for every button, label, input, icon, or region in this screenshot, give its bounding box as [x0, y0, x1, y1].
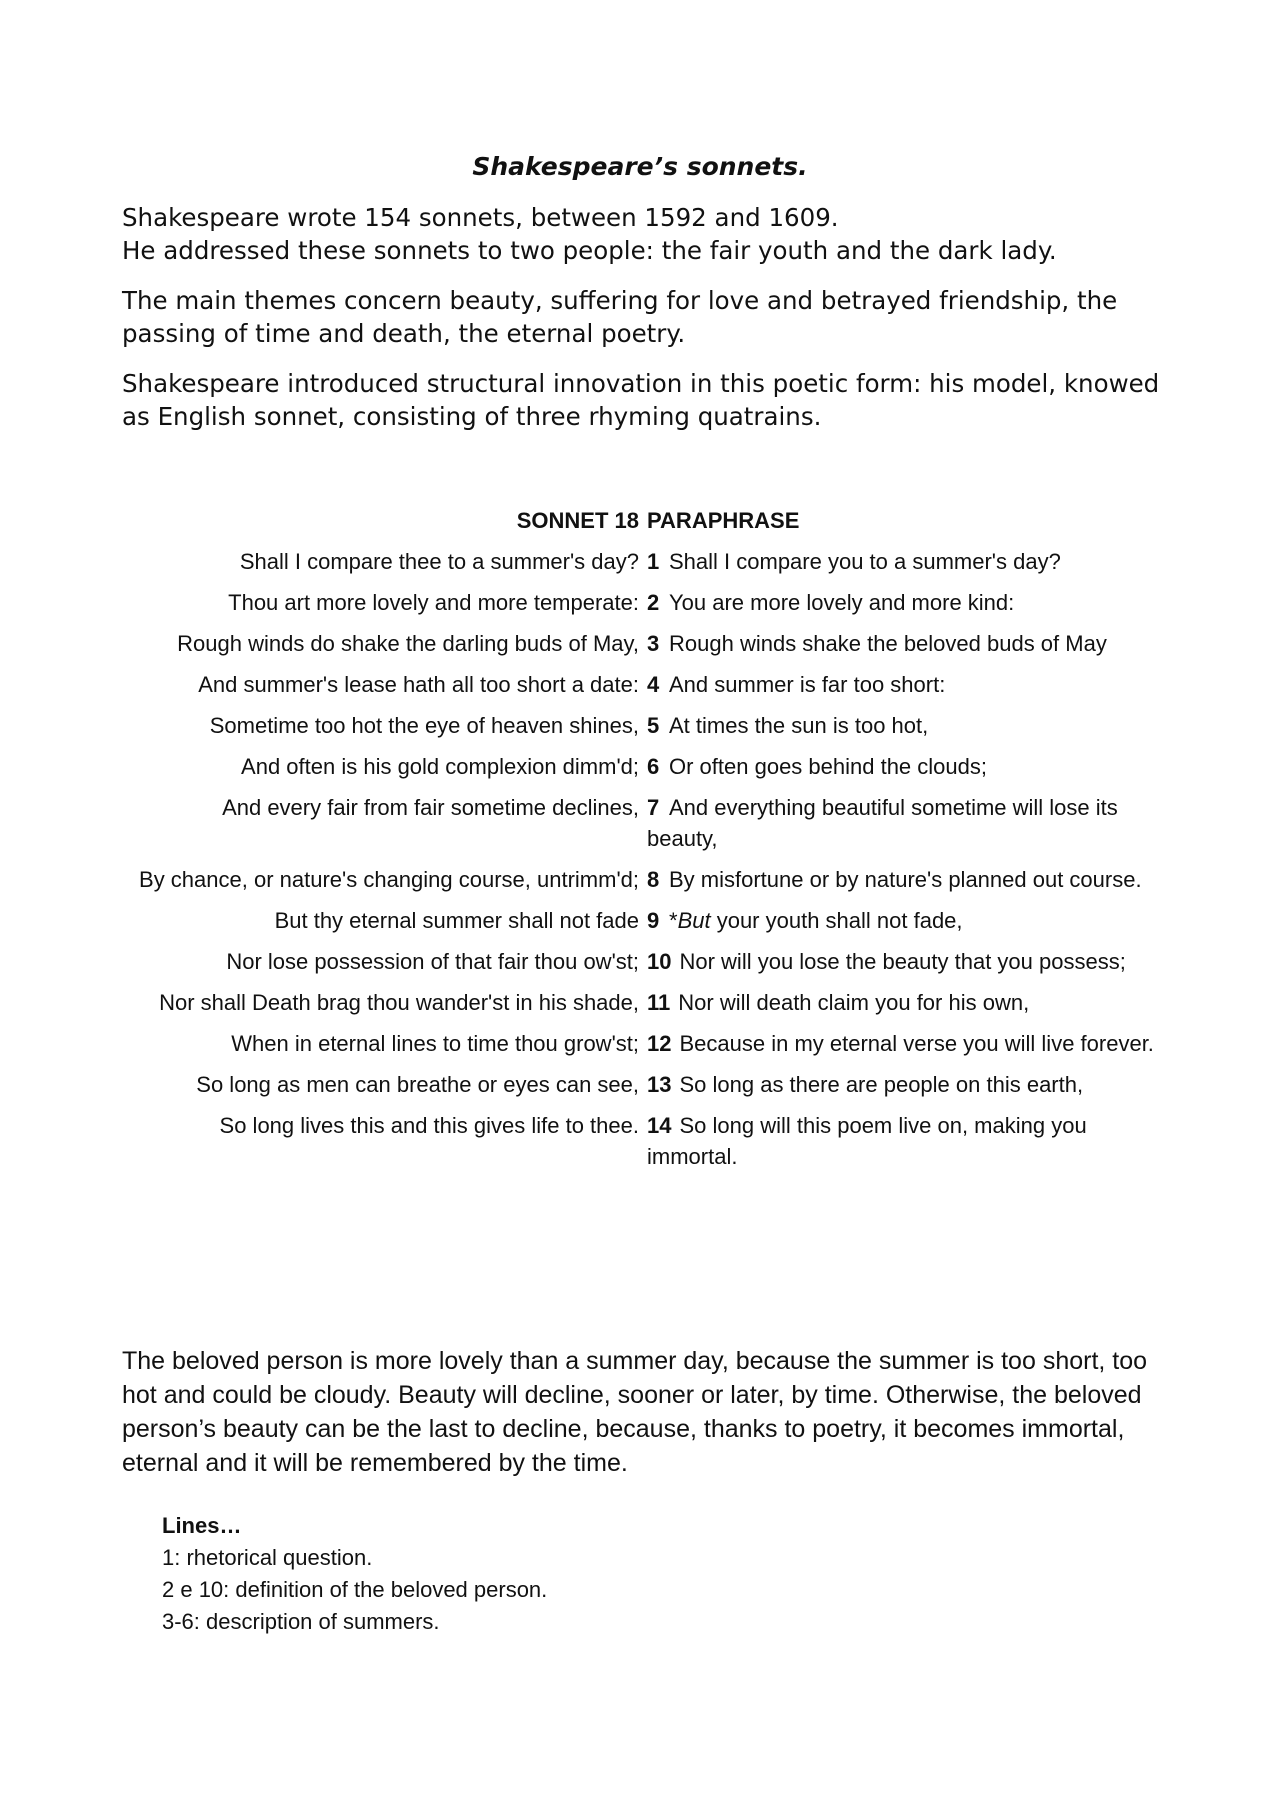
sonnet-original-line: So long lives this and this gives life to thee. [219, 1113, 639, 1138]
sonnet-row [130, 710, 1160, 751]
sonnet-header-original: SONNET 18 [516, 508, 639, 533]
sonnet-row [130, 669, 1160, 710]
line-note-item: 3-6: description of summers. [162, 1609, 440, 1634]
sonnet-original-line: Thou art more lovely and more temperate: [228, 590, 639, 615]
sonnet-original-line: When in eternal lines to time thou grow'st; [231, 1031, 639, 1056]
sonnet-paraphrase-cell [647, 710, 1160, 751]
sonnet-row [130, 864, 1160, 905]
sonnet-original-line: And often is his gold complexion dimm'd; [241, 754, 639, 779]
line-number: 12 [647, 1031, 672, 1056]
sonnet-original-line: Nor lose possession of that fair thou ow'st; [226, 949, 639, 974]
sonnet-original-line: But thy eternal summer shall not fade [274, 908, 639, 933]
line-note-item: 2 e 10: definition of the beloved person. [162, 1577, 548, 1602]
line-note-item: 1: rhetorical question. [162, 1545, 373, 1570]
line-number: 3 [647, 631, 660, 656]
sonnet-original-line: Sometime too hot the eye of heaven shines, [209, 713, 639, 738]
paraphrase-italic: But [677, 908, 711, 933]
line-notes [162, 1510, 1062, 1638]
line-number: 2 [647, 590, 660, 615]
sonnet-paraphrase-cell [647, 905, 1160, 946]
line-number: 9 [647, 908, 660, 933]
sonnet-paraphrase-line: Rough winds shake the beloved buds of May [669, 631, 1107, 656]
sonnet-paraphrase-cell [647, 987, 1160, 1028]
sonnet-paraphrase-line: Nor will you lose the beauty that you possess; [679, 949, 1126, 974]
sonnet-paraphrase-line: You are more lovely and more kind: [669, 590, 1015, 615]
sonnet-original-line: By chance, or nature's changing course, untrimm'd; [139, 867, 639, 892]
line-number: 11 [647, 990, 671, 1015]
line-number: 14 [647, 1113, 672, 1138]
sonnet-paraphrase-cell [647, 628, 1160, 669]
sonnet-paraphrase-cell [647, 1069, 1160, 1110]
sonnet-paraphrase-line: At times the sun is too hot, [669, 713, 929, 738]
sonnet-paraphrase-line: Because in my eternal verse you will live forever. [679, 1031, 1154, 1056]
sonnet-row [130, 946, 1160, 987]
sonnet-original-line: And summer's lease hath all too short a date: [198, 672, 639, 697]
summary-paragraph: The beloved person is more lovely than a summer day, because the summer is too short, too hot and could be cloudy. Beauty will decline, sooner or later, by time. Otherwise, the beloved person’s beauty can be the last to decline, because, thanks to poetry, it becomes immortal, eternal and it will be remembered by the time. [122, 1347, 1148, 1477]
sonnet-paraphrase-line: So long as there are people on this earth, [679, 1072, 1084, 1097]
sonnet-paraphrase-line: And everything beautiful sometime will lose its beauty, [647, 795, 1124, 851]
sonnet-row [130, 751, 1160, 792]
sonnet-paraphrase-cell [647, 587, 1160, 628]
sonnet-paraphrase-cell [647, 1028, 1160, 1069]
sonnet-original-line: So long as men can breathe or eyes can see, [196, 1072, 639, 1097]
sonnet-row [130, 628, 1160, 669]
sonnet-paraphrase-line: And summer is far too short: [669, 672, 946, 697]
sonnet-header-row [130, 505, 1160, 546]
sonnet-table [130, 505, 1160, 1182]
sonnet-row [130, 1069, 1160, 1110]
sonnet-header-paraphrase: PARAPHRASE [647, 508, 800, 533]
line-number: 6 [647, 754, 660, 779]
intro-paragraph-1 [122, 201, 1162, 267]
sonnet-paraphrase-line: your youth shall not fade, [710, 908, 963, 933]
sonnet-row [130, 1110, 1160, 1182]
sonnet-paraphrase-cell [647, 669, 1160, 710]
sonnet-row [130, 792, 1160, 864]
sonnet-paraphrase-cell [647, 546, 1160, 587]
sonnet-original-line: And every fair from fair sometime declines, [222, 795, 639, 820]
sonnet-paraphrase-cell [647, 751, 1160, 792]
intro-text-1: Shakespeare wrote 154 sonnets, between 1592 and 1609. He addressed these sonnets to two people: the fair youth and the dark lady. [122, 203, 1057, 265]
line-number: 8 [647, 867, 660, 892]
intro-paragraph-2 [122, 284, 1162, 350]
intro-text-2: The main themes concern beauty, suffering for love and betrayed friendship, the passing of time and death, the eternal poetry. [122, 286, 1118, 348]
sonnet-row [130, 546, 1160, 587]
sonnet-paraphrase-line: Or often goes behind the clouds; [669, 754, 987, 779]
sonnet-paraphrase-cell [647, 946, 1160, 987]
line-number: 10 [647, 949, 672, 974]
sonnet-row [130, 587, 1160, 628]
line-number: 1 [647, 549, 660, 574]
sonnet-row [130, 1028, 1160, 1069]
sonnet-paraphrase-line: Nor will death claim you for his own, [678, 990, 1030, 1015]
sonnet-paraphrase-cell [647, 1110, 1160, 1182]
sonnet-paraphrase-cell [647, 792, 1160, 864]
sonnet-row [130, 905, 1160, 946]
sonnet-paraphrase-line: Shall I compare you to a summer's day? [669, 549, 1061, 574]
line-number: 13 [647, 1072, 672, 1097]
line-number: 5 [647, 713, 660, 738]
sonnet-original-line: Nor shall Death brag thou wander'st in his shade, [159, 990, 639, 1015]
sonnet-paraphrase-line: So long will this poem live on, making you immortal. [647, 1113, 1093, 1169]
line-number: 7 [647, 795, 660, 820]
intro-paragraph-3 [122, 367, 1162, 433]
line-number: 4 [647, 672, 660, 697]
sonnet-original-line: Rough winds do shake the darling buds of May, [177, 631, 639, 656]
sonnet-original-line: Shall I compare thee to a summer's day? [239, 549, 639, 574]
sonnet-paraphrase-line: By misfortune or by nature's planned out course. [669, 867, 1142, 892]
intro-text-3: Shakespeare introduced structural innovation in this poetic form: his model, knowed as English sonnet, consisting of three rhyming quatrains. [122, 369, 1160, 431]
page-title: Shakespeare’s sonnets. [472, 152, 808, 181]
sonnet-row [130, 987, 1160, 1028]
line-notes-title: Lines… [162, 1513, 242, 1538]
paraphrase-prefix: * [669, 908, 678, 933]
sonnet-paraphrase-cell [647, 864, 1160, 905]
